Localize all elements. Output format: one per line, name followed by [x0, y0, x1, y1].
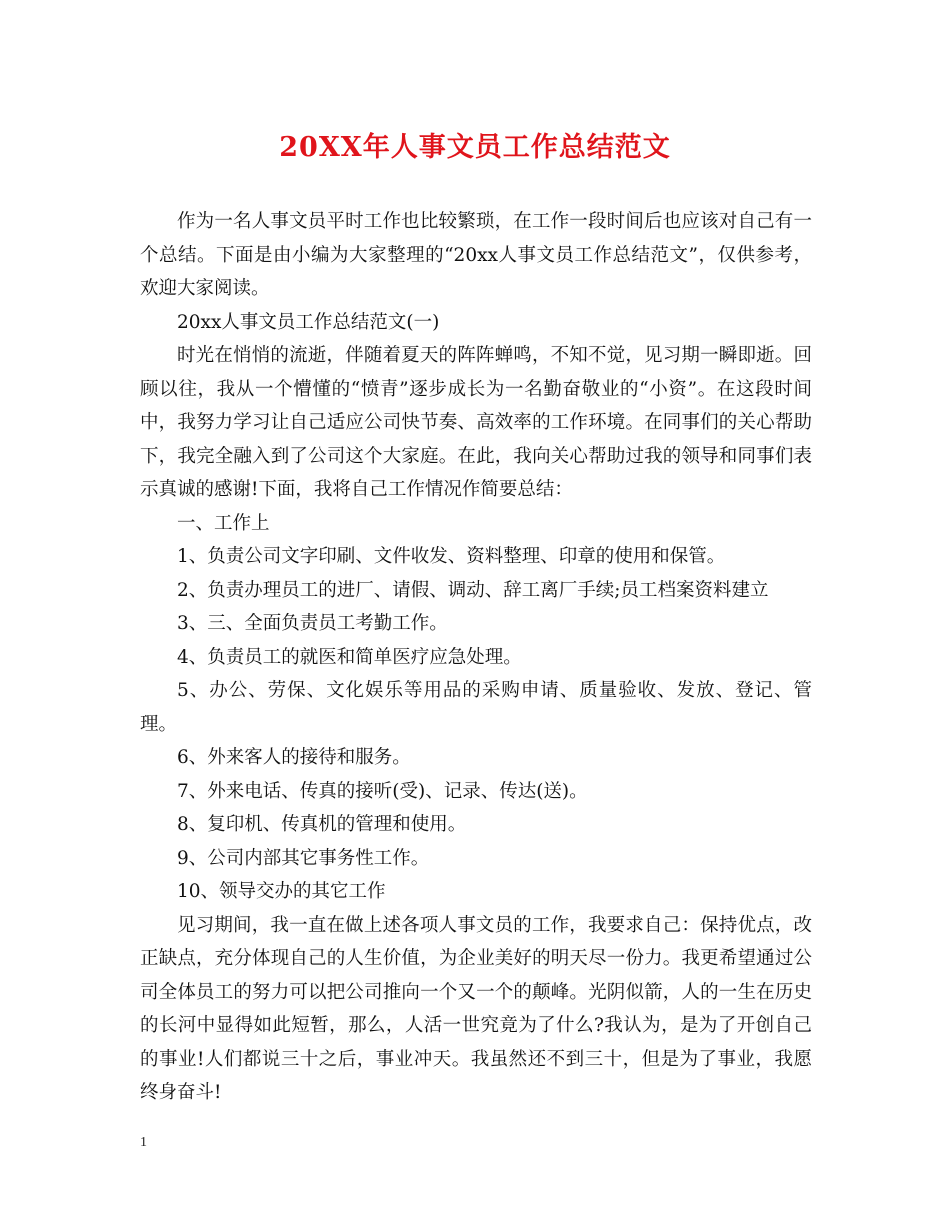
list-item: 7、外来电话、传真的接听(受)、记录、传达(送)。	[177, 780, 588, 802]
list-item: 10、领导交办的其它工作	[177, 881, 386, 902]
subsection-heading: 一、工作上	[177, 512, 270, 534]
list-item: 2、负责办理员工的进厂、请假、调动、辞工离厂手续;员工档案资料建立	[177, 579, 769, 601]
section-heading: 20xx人事文员工作总结范文(一)	[177, 311, 440, 333]
body-paragraph: 见习期间，我一直在做上述各项人事文员的工作，我要求自己：保持优点，改正缺点，充分体现自己的人生价值，为企业美好的明天尽一份力。我更希望通过公司全体员工的努力可以把公司推向一个又一个的颠峰。光阴似箭，人的一生在历史的长河中显得如此短暂，那么，人活一世究竟为了什么?我认为，是为了开创自己的事业!人们都说三十之后，事业冲天。我虽然还不到三十，但是为了事业，我愿终身奋斗!	[140, 914, 812, 1103]
list-item: 4、负责员工的就医和简单医疗应急处理。	[177, 646, 522, 668]
page-number: 1	[140, 1135, 147, 1150]
document-title: 20XX年人事文员工作总结范文	[279, 132, 671, 163]
body-paragraph: 时光在悄悄的流逝，伴随着夏天的阵阵蝉鸣，不知不觉，见习期一瞬即逝。回顾以往，我从一个懵懂的“愤青”逐步成长为一名勤奋敬业的“小资”。在这段时间中，我努力学习让自己适应公司快节奏、高效率的工作环境。在同事们的关心帮助下，我完全融入到了公司这个大家庭。在此，我向关心帮助过我的领导和同事们表示真诚的感谢!下面，我将自己工作情况作简要总结：	[140, 345, 812, 500]
document-body	[140, 205, 812, 1110]
list-item: 5、办公、劳保、文化娱乐等用品的采购申请、质量验收、发放、登记、管理。	[140, 680, 812, 735]
list-item: 6、外来客人的接待和服务。	[177, 747, 411, 768]
list-item: 3、三、全面负责员工考勤工作。	[177, 613, 448, 634]
list-item: 9、公司内部其它事务性工作。	[177, 847, 430, 869]
intro-paragraph: 作为一名人事文员平时工作也比较繁琐，在工作一段时间后也应该对自己有一个总结。下面是由小编为大家整理的“20xx人事文员工作总结范文”，仅供参考，欢迎大家阅读。	[140, 211, 812, 299]
list-item: 8、复印机、传真机的管理和使用。	[177, 814, 467, 835]
list-item: 1、负责公司文字印刷、文件收发、资料整理、印章的使用和保管。	[177, 546, 726, 567]
